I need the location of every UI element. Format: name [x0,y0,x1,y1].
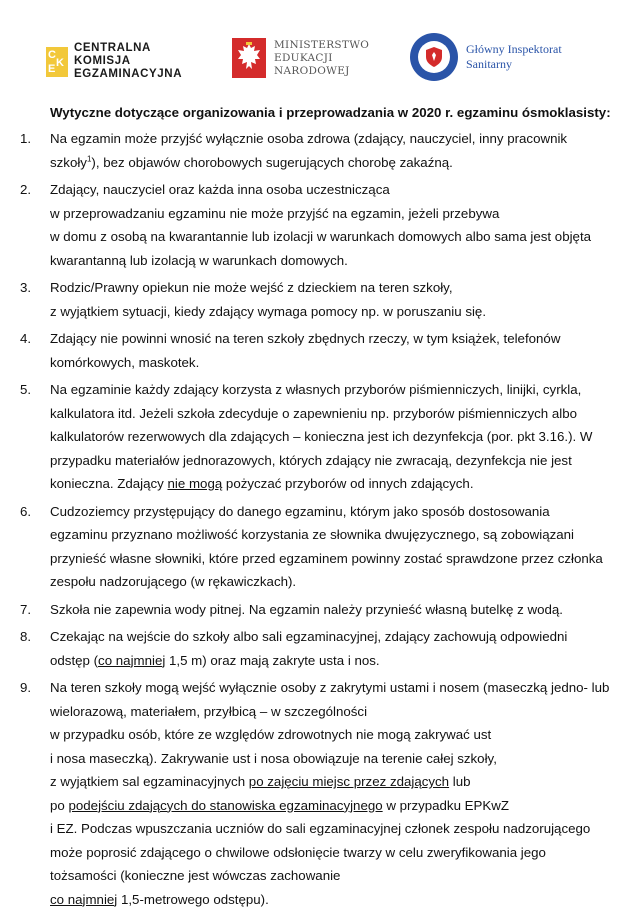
text-run: Cudzoziemcy przystępujący do danego egzaminu, którym jako sposób dostosowania [50,503,550,519]
text-run: 1,5-metrowego odstępu). [117,891,269,907]
text-run: może poprosić zdającego o chwilowe odsłonięcie twarzy w celu zweryfikowania jego [50,844,546,860]
rule-item-5 [20,378,622,496]
rule-number: 8. [20,629,32,644]
text-run: tożsamości (konieczne jest wówczas zachowanie [50,868,341,883]
eagle-icon [232,38,266,78]
text-run: egzaminu przyznano możliwość korzystania ze słownika dwujęzycznego, są zobowiązani [50,527,574,542]
underlined-text: co najmniej [50,891,118,907]
rule-number: 9. [20,680,32,695]
men-name: MINISTERSTWO EDUKACJI NARODOWEJ [274,39,370,77]
rule-number: 1. [20,131,32,146]
rule-number: 7. [20,601,32,617]
cke-mark-icon: C K E [46,47,68,77]
rule-line [50,202,622,226]
text-run: kalkulatorów rezerwowych dla zdających – konieczna jest ich dezynfekcja (por. pkt 3.16.). W [50,429,593,444]
text-run: lub [449,774,471,789]
text-run: w domu z osobą na kwarantannie lub izolacji w warunkach domowych albo sama jest objęta [50,229,592,244]
text-run: wielorazową, materiałem, przyłbicą – w szczególności [50,703,368,719]
text-run: Czekając na wejście do szkoły albo sali egzaminacyjnej, zdający zachowują odpowiedni [50,629,568,644]
document-body [20,104,622,915]
text-run: pożyczać przyborów od innych zdających. [222,476,474,491]
rule-line [50,300,622,324]
rule-line [50,449,622,473]
rule-line [50,327,622,351]
text-run: odstęp ( [50,652,99,668]
rule-line [50,747,622,771]
text-run: z wyjątkiem sytuacji, kiedy zdający wymaga pomocy np. w poruszaniu się. [50,303,487,319]
underlined-text: podejściu zdających do stanowiska egzaminacyjnego [68,797,383,813]
text-run: przypadku materiałów jednorazowych, których zdający nie zwracają, dezynfekcja nie jest [50,452,572,468]
text-run: 1,5 m) oraz mają zakryte usta i nos. [165,652,380,668]
rule-line [50,127,622,151]
text-run: Szkoła nie zapewnia wody pitnej. Na egzamin należy przynieść własną butelkę z wodą. [50,601,563,617]
rule-number: 5. [20,382,32,397]
gis-logo [410,33,562,81]
men-logo [232,38,369,78]
rule-line [50,864,622,888]
text-run: w przypadku EPKwZ [382,797,510,813]
text-run: Rodzic/Prawny opiekun nie może wejść z dzieckiem na teren szkoły, [50,280,453,295]
underlined-text: po zajęciu miejsc przez zdających [248,774,450,789]
text-run: konieczna. Zdający [50,476,168,491]
text-run: i nosa maseczką). Zakrywanie ust i nosa obowiązuje na terenie całej szkoły, [50,750,497,766]
cke-logo [46,42,182,81]
text-run: Zdający nie powinni wnosić na teren szkoły zbędnych rzeczy, w tym książek, telefonów [50,331,561,346]
underlined-text: nie mogą [167,476,223,491]
rule-line [50,249,622,273]
rule-item-8 [20,625,622,672]
gis-name: Główny Inspektorat Sanitarny [466,42,562,71]
text-run: kwarantanną lub izolacją w warunkach domowych. [50,252,348,268]
text-run: przynieść własne słowniki, które przed egzaminem powinny zostać sprawdzone przez członka [50,550,603,566]
footnote-ref: 1 [86,154,92,164]
rule-number: 6. [20,503,32,519]
rule-line [50,700,622,724]
rule-line [50,523,622,547]
rule-line [50,151,622,175]
rule-item-7 [20,598,622,622]
rule-line [50,888,622,912]
rule-line [50,794,622,818]
rule-line [50,570,622,594]
rule-line [50,770,622,794]
rule-line [50,723,622,747]
text-run: ), bez objawów chorobowych sugerujących chorobę zakaźną. [91,154,453,170]
text-run: kalkulatora itd. Jeżeli szkoła zdecyduje o zapewnieniu np. przyborów piśmienniczych albo [50,405,577,421]
rule-line [50,225,622,249]
rule-line [50,676,622,700]
underlined-text: co najmniej [98,652,166,668]
rule-line [50,178,622,202]
text-run: zespołu nadzorującego (w rękawiczkach). [50,574,297,589]
rule-line [50,841,622,865]
rule-number: 2. [20,182,32,197]
text-run: Na egzamin może przyjść wyłącznie osoba zdrowa (zdający, nauczyciel, inny pracownik [50,131,568,146]
text-run: z wyjątkiem sal egzaminacyjnych [50,774,249,789]
text-run: i EZ. Podczas wpuszczania uczniów do sali egzaminacyjnej członek zespołu nadzorującego [50,821,591,836]
text-run: w przeprowadzaniu egzaminu nie może przyjść na egzamin, jeżeli przebywa [50,205,500,221]
rule-line [50,425,622,449]
gis-seal-icon [410,33,458,81]
cke-name: CENTRALNA KOMISJA EGZAMINACYJNA [74,42,183,80]
rule-item-9 [20,676,622,911]
text-run: Zdający, nauczyciel oraz każda inna osoba uczestnicząca [50,182,390,197]
rule-line [50,472,622,496]
rule-line [50,817,622,841]
text-run: komórkowych, maskotek. [50,354,200,370]
text-run: Na teren szkoły mogą wejść wyłącznie osoby z zakrytymi ustami i nosem (maseczką jedno- lub [50,680,610,695]
logo-header [0,0,640,100]
rule-item-1 [20,127,622,174]
rule-line [50,547,622,571]
rule-line [50,402,622,426]
text-run: po [50,797,69,813]
rule-item-4 [20,327,622,374]
rule-line [50,351,622,375]
rule-item-6 [20,500,622,594]
rule-line [50,500,622,524]
rule-item-3 [20,276,622,323]
text-run: w przypadku osób, które ze względów zdrowotnych nie mogą zakrywać ust [50,727,492,742]
rule-line [50,598,622,622]
rule-line [50,649,622,673]
rule-line [50,276,622,300]
rule-number: 3. [20,280,32,295]
text-run: Na egzaminie każdy zdający korzysta z własnych przyborów piśmienniczych, linijki, cyrkla, [50,382,582,397]
rule-line [50,378,622,402]
rule-line [50,625,622,649]
text-run: szkoły [50,154,87,170]
rules-list [20,127,622,911]
rule-item-2 [20,178,622,272]
rule-number: 4. [20,331,32,346]
document-title: Wytyczne dotyczące organizowania i przeprowadzania w 2020 r. egzaminu ósmoklasisty: [50,105,611,120]
